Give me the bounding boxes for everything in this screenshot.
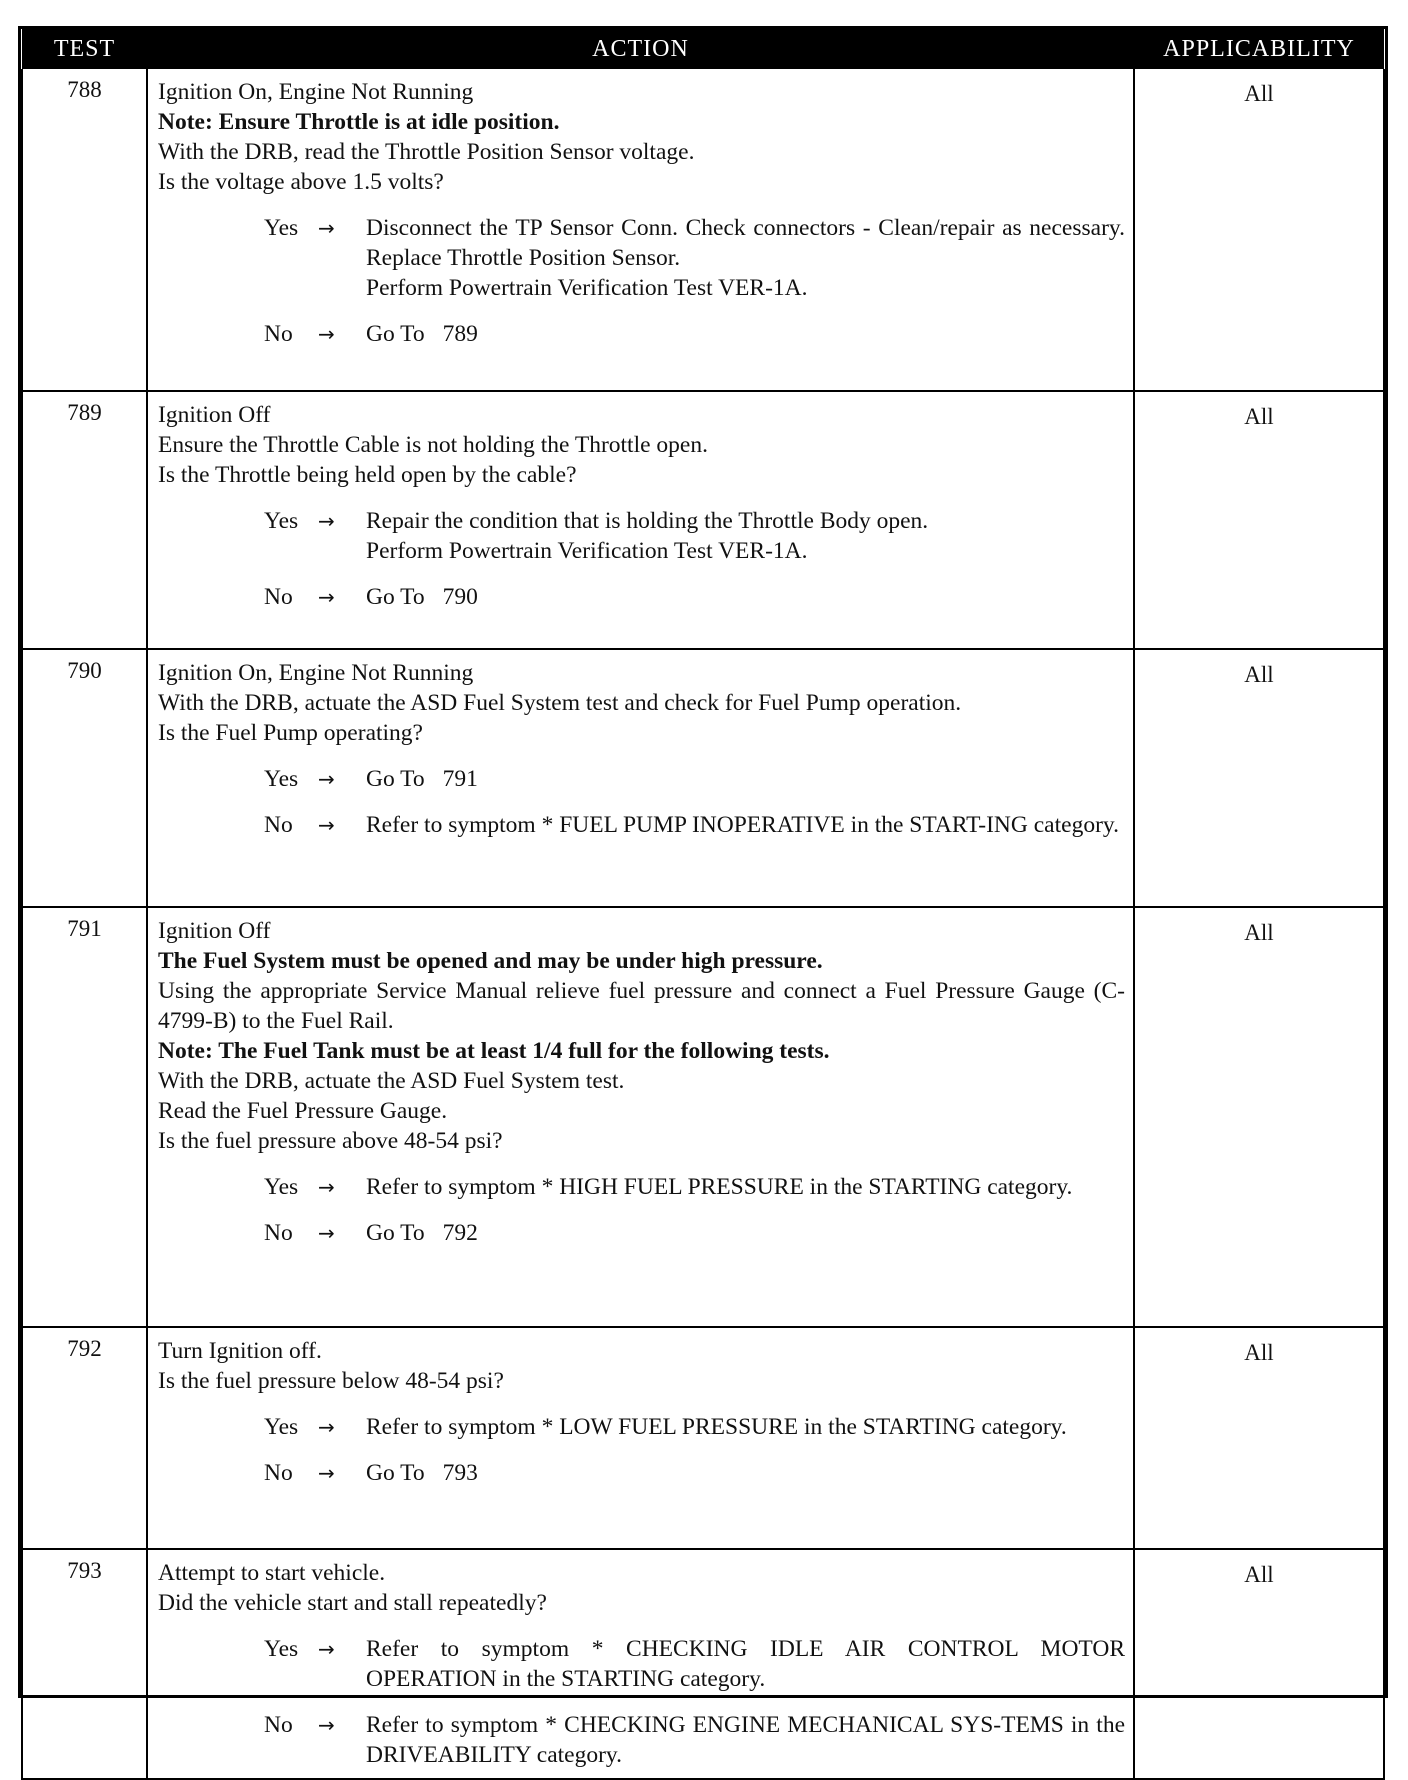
action-line: Ignition Off (158, 918, 271, 944)
no-branch (264, 1218, 1125, 1248)
action-line: Is the fuel pressure below 48-54 psi? (158, 1368, 504, 1394)
action-cell (147, 1549, 1134, 1779)
no-result (366, 1458, 1125, 1488)
test-number: 790 (22, 649, 147, 907)
yes-branch (264, 1634, 1125, 1694)
action-cell (147, 391, 1134, 649)
goto-target: 793 (442, 1460, 478, 1486)
arrow-right-icon: → (318, 509, 335, 533)
action-line: With the DRB, actuate the ASD Fuel System test and check for Fuel Pump operation. (158, 690, 962, 716)
yes-result (366, 764, 1125, 794)
no-result (366, 319, 1125, 349)
diagnostic-test-table (18, 26, 1388, 1768)
goto-target: 789 (442, 321, 478, 347)
action-line: Using the appropriate Service Manual relieve fuel pressure and connect a Fuel Pressure Gauge (C-4799-B) to the Fuel Rail. (158, 978, 1125, 1034)
test-row-790 (22, 649, 1384, 907)
test-number: 791 (22, 907, 147, 1327)
action-line: Is the Throttle being held open by the cable? (158, 462, 577, 488)
test-number: 789 (22, 391, 147, 649)
goto-label: Go To (366, 1220, 425, 1246)
goto-target: 791 (442, 766, 478, 792)
goto-label: Go To (366, 584, 425, 610)
test-grid (21, 29, 1385, 1780)
action-note: Note: The Fuel Tank must be at least 1/4 full for the following tests. (158, 1038, 830, 1064)
no-label: No (264, 812, 293, 838)
action-cell (147, 69, 1134, 391)
action-line: Ignition On, Engine Not Running (158, 660, 474, 686)
yes-result: Refer to symptom * HIGH FUEL PRESSURE in the STARTING category. (366, 1174, 1073, 1200)
arrow-right-icon: → (318, 1415, 335, 1439)
action-line: Is the voltage above 1.5 volts? (158, 169, 444, 195)
header-action: ACTION (147, 29, 1134, 69)
no-branch (264, 582, 1125, 612)
yes-branch (264, 1172, 1125, 1202)
no-branch (264, 1710, 1125, 1770)
test-row-793 (22, 1549, 1384, 1779)
no-branch (264, 810, 1125, 840)
yes-branch (264, 1412, 1125, 1442)
yes-result: Repair the condition that is holding the Throttle Body open. Perform Powertrain Verification Test VER-1A. (366, 508, 929, 564)
no-branch (264, 319, 1125, 349)
goto-label: Go To (366, 321, 425, 347)
applicability-cell: All (1134, 391, 1384, 649)
no-result: Refer to symptom * FUEL PUMP INOPERATIVE in the START-ING category. (366, 812, 1119, 838)
arrow-right-icon: → (318, 1637, 335, 1661)
no-label: No (264, 1220, 293, 1246)
action-note: The Fuel System must be opened and may be under high pressure. (158, 948, 823, 974)
yes-result: Refer to symptom * LOW FUEL PRESSURE in the STARTING category. (366, 1414, 1067, 1440)
action-line: Ignition On, Engine Not Running (158, 79, 474, 105)
arrow-right-icon: → (318, 767, 335, 791)
action-line: Is the Fuel Pump operating? (158, 720, 423, 746)
action-cell (147, 907, 1134, 1327)
no-result: Refer to symptom * CHECKING ENGINE MECHANICAL SYS-TEMS in the DRIVEABILITY category. (366, 1712, 1125, 1768)
arrow-right-icon: → (318, 1461, 335, 1485)
action-line: With the DRB, actuate the ASD Fuel System test. (158, 1068, 625, 1094)
arrow-right-icon: → (318, 1713, 335, 1737)
applicability-cell: All (1134, 1549, 1384, 1779)
test-row-791 (22, 907, 1384, 1327)
action-line: Ensure the Throttle Cable is not holding the Throttle open. (158, 432, 708, 458)
yes-label: Yes (264, 215, 299, 241)
applicability-cell: All (1134, 69, 1384, 391)
yes-label: Yes (264, 508, 299, 534)
action-line: Turn Ignition off. (158, 1338, 322, 1364)
arrow-right-icon: → (318, 813, 335, 837)
test-row-792 (22, 1327, 1384, 1549)
no-label: No (264, 1712, 293, 1738)
action-line: Is the fuel pressure above 48-54 psi? (158, 1128, 503, 1154)
no-label: No (264, 584, 293, 610)
goto-target: 792 (442, 1220, 478, 1246)
applicability-cell: All (1134, 649, 1384, 907)
no-label: No (264, 321, 293, 347)
action-cell (147, 649, 1134, 907)
action-line: With the DRB, read the Throttle Position Sensor voltage. (158, 139, 695, 165)
no-result (366, 582, 1125, 612)
test-number: 792 (22, 1327, 147, 1549)
arrow-right-icon: → (318, 216, 335, 240)
action-line: Ignition Off (158, 402, 271, 428)
yes-branch (264, 764, 1125, 794)
yes-label: Yes (264, 1174, 299, 1200)
yes-label: Yes (264, 766, 299, 792)
action-line: Did the vehicle start and stall repeatedly? (158, 1590, 547, 1616)
action-note: Note: Ensure Throttle is at idle position. (158, 109, 560, 135)
test-row-788 (22, 69, 1384, 391)
arrow-right-icon: → (318, 585, 335, 609)
arrow-right-icon: → (318, 1221, 335, 1245)
yes-label: Yes (264, 1414, 299, 1440)
goto-label: Go To (366, 1460, 425, 1486)
action-line: Attempt to start vehicle. (158, 1560, 386, 1586)
test-row-789 (22, 391, 1384, 649)
no-branch (264, 1458, 1125, 1488)
yes-branch (264, 506, 1125, 566)
arrow-right-icon: → (318, 1175, 335, 1199)
yes-branch (264, 213, 1125, 303)
yes-label: Yes (264, 1636, 299, 1662)
action-cell (147, 1327, 1134, 1549)
applicability-cell: All (1134, 907, 1384, 1327)
yes-result: Disconnect the TP Sensor Conn. Check connectors - Clean/repair as necessary. Replace Throttle Position Sensor. Perform Powertrain Verification Test VER-1A. (366, 215, 1125, 301)
test-number: 788 (22, 69, 147, 391)
goto-label: Go To (366, 766, 425, 792)
header-test: TEST (22, 29, 147, 69)
header-applicability: APPLICABILITY (1134, 29, 1384, 69)
yes-result: Refer to symptom * CHECKING IDLE AIR CONTROL MOTOR OPERATION in the STARTING category. (366, 1636, 1125, 1692)
action-line: Read the Fuel Pressure Gauge. (158, 1098, 448, 1124)
test-number: 793 (22, 1549, 147, 1779)
goto-target: 790 (442, 584, 478, 610)
header-row (22, 29, 1384, 69)
no-result (366, 1218, 1125, 1248)
arrow-right-icon: → (318, 322, 335, 346)
no-label: No (264, 1460, 293, 1486)
applicability-cell: All (1134, 1327, 1384, 1549)
